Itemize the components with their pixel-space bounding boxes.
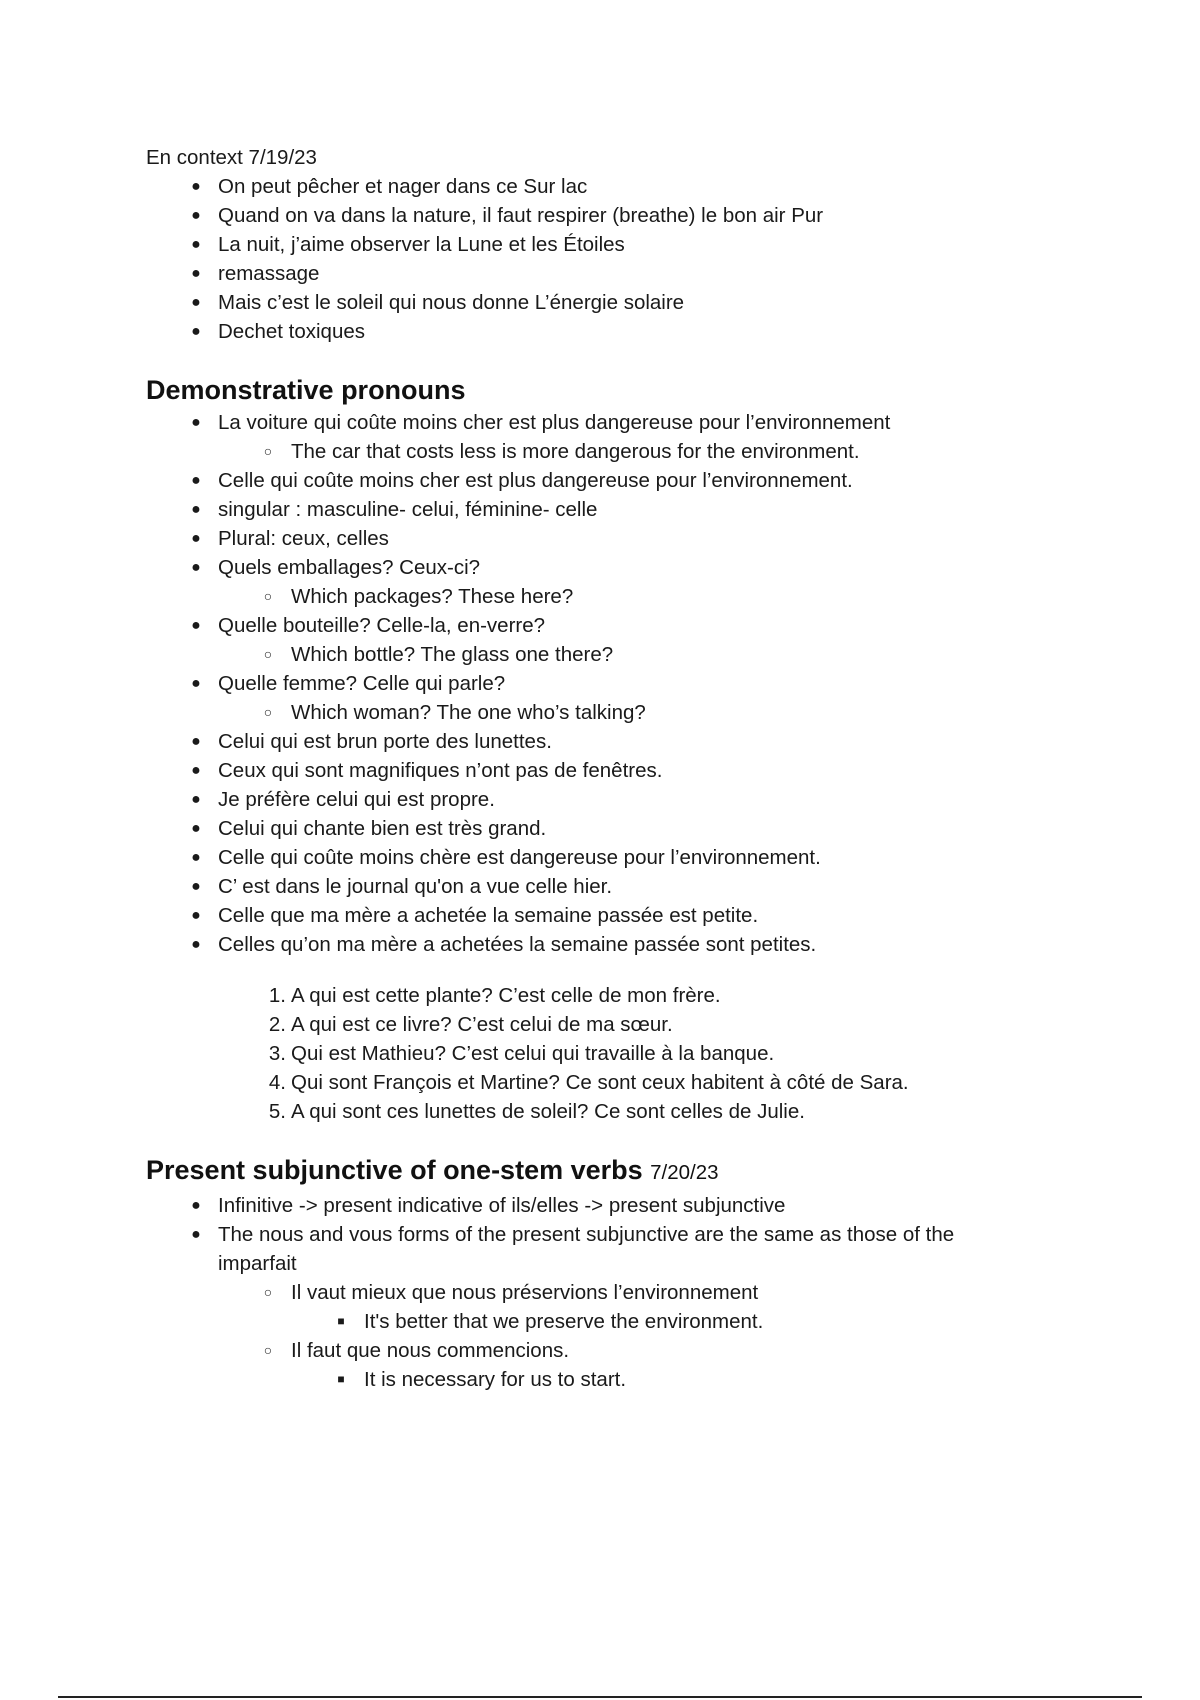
bullet-icon: ● [191, 820, 201, 837]
document-page [146, 143, 1106, 1394]
list-item: ● singular : masculine- celui, féminine- celle [146, 495, 1106, 524]
bullet-icon: ● [191, 294, 201, 311]
list-item: ○ Il faut que nous commencions. [146, 1336, 1106, 1365]
context-title: En context 7/19/23 [146, 146, 317, 169]
bullet-icon: ● [191, 1197, 201, 1214]
list-item: ■ It's better that we preserve the environment. [146, 1307, 1106, 1336]
list-item: ● La voiture qui coûte moins cher est plus dangereuse pour l’environnement [146, 408, 1106, 437]
subjunctive-heading: Present subjunctive of one-stem verbs 7/20/23 [146, 1155, 719, 1185]
bullet-icon: ● [191, 907, 201, 924]
square-bullet-icon: ■ [337, 1372, 345, 1386]
hollow-bullet-icon: ○ [263, 588, 273, 604]
context-list [146, 172, 1106, 346]
hollow-bullet-icon: ○ [263, 1342, 273, 1358]
list-item: ● The nous and vous forms of the present subjunctive are the same as those of the imparfait [146, 1220, 1038, 1278]
demonstrative-heading: Demonstrative pronouns [146, 375, 466, 405]
list-item: ● Celui qui chante bien est très grand. [146, 814, 1106, 843]
bullet-icon: ● [191, 733, 201, 750]
list-item: ■ It is necessary for us to start. [146, 1365, 1106, 1394]
list-item: ● Celle que ma mère a achetée la semaine passée est petite. [146, 901, 1106, 930]
bullet-icon: ● [191, 559, 201, 576]
bullet-icon: ● [191, 675, 201, 692]
list-item: ○ Which woman? The one who’s talking? [146, 698, 1106, 727]
bullet-icon: ● [191, 323, 201, 340]
hollow-bullet-icon: ○ [263, 704, 273, 720]
page-bottom-divider [58, 1696, 1142, 1698]
bullet-icon: ● [191, 236, 201, 253]
list-item: ○ The car that costs less is more dangerous for the environment. [146, 437, 1106, 466]
list-item: ● Celle qui coûte moins chère est dangereuse pour l’environnement. [146, 843, 1106, 872]
list-item: ○ Which packages? These here? [146, 582, 1106, 611]
subjunctive-date: 7/20/23 [650, 1161, 719, 1184]
bullet-icon: ● [191, 936, 201, 953]
list-item: ● Je préfère celui qui est propre. [146, 785, 1106, 814]
square-bullet-icon: ■ [337, 1314, 345, 1328]
bullet-icon: ● [191, 530, 201, 547]
list-item: ● C’ est dans le journal qu'on a vue celle hier. [146, 872, 1106, 901]
demonstrative-list [146, 408, 1106, 959]
bullet-icon: ● [191, 1226, 201, 1243]
list-item: ● Quelle femme? Celle qui parle? [146, 669, 1106, 698]
list-item: ● Dechet toxiques [146, 317, 1106, 346]
bullet-icon: ● [191, 414, 201, 431]
bullet-icon: ● [191, 178, 201, 195]
numbered-item: 3. Qui est Mathieu? C’est celui qui travaille à la banque. [146, 1039, 1106, 1068]
hollow-bullet-icon: ○ [263, 443, 273, 459]
item-number: 2. [268, 1013, 286, 1036]
numbered-item: 4. Qui sont François et Martine? Ce sont ceux habitent à côté de Sara. [146, 1068, 1106, 1097]
numbered-item: 5. A qui sont ces lunettes de soleil? Ce sont celles de Julie. [146, 1097, 1106, 1126]
bullet-icon: ● [191, 617, 201, 634]
list-item: ● Celles qu’on ma mère a achetées la semaine passée sont petites. [146, 930, 1106, 959]
list-item: ● Infinitive -> present indicative of ils/elles -> present subjunctive [146, 1191, 1106, 1220]
bullet-icon: ● [191, 791, 201, 808]
item-number: 1. [268, 984, 286, 1007]
hollow-bullet-icon: ○ [263, 1284, 273, 1300]
bullet-icon: ● [191, 265, 201, 282]
list-item: ● Quand on va dans la nature, il faut respirer (breathe) le bon air Pur [146, 201, 1106, 230]
bullet-icon: ● [191, 878, 201, 895]
numbered-examples [146, 981, 1106, 1126]
list-item: ● Mais c’est le soleil qui nous donne L’énergie solaire [146, 288, 1106, 317]
bullet-icon: ● [191, 472, 201, 489]
list-item: ● Quels emballages? Ceux-ci? [146, 553, 1106, 582]
list-item: ● Ceux qui sont magnifiques n’ont pas de fenêtres. [146, 756, 1106, 785]
bullet-icon: ● [191, 849, 201, 866]
hollow-bullet-icon: ○ [263, 646, 273, 662]
bullet-icon: ● [191, 501, 201, 518]
list-item: ● remassage [146, 259, 1106, 288]
list-item: ● Quelle bouteille? Celle-la, en-verre? [146, 611, 1106, 640]
item-number: 4. [268, 1071, 286, 1094]
list-item: ● Plural: ceux, celles [146, 524, 1106, 553]
subjunctive-list [146, 1191, 1106, 1394]
bullet-icon: ● [191, 762, 201, 779]
list-item: ● On peut pêcher et nager dans ce Sur lac [146, 172, 1106, 201]
item-number: 3. [268, 1042, 286, 1065]
list-item: ● Celle qui coûte moins cher est plus dangereuse pour l’environnement. [146, 466, 1106, 495]
numbered-item: 2. A qui est ce livre? C’est celui de ma sœur. [146, 1010, 1106, 1039]
list-item: ● La nuit, j’aime observer la Lune et les Étoiles [146, 230, 1106, 259]
bullet-icon: ● [191, 207, 201, 224]
item-number: 5. [268, 1100, 286, 1123]
list-item: ● Celui qui est brun porte des lunettes. [146, 727, 1106, 756]
list-item: ○ Which bottle? The glass one there? [146, 640, 1106, 669]
numbered-item: 1. A qui est cette plante? C’est celle de mon frère. [146, 981, 1106, 1010]
list-item: ○ Il vaut mieux que nous préservions l’environnement [146, 1278, 1106, 1307]
